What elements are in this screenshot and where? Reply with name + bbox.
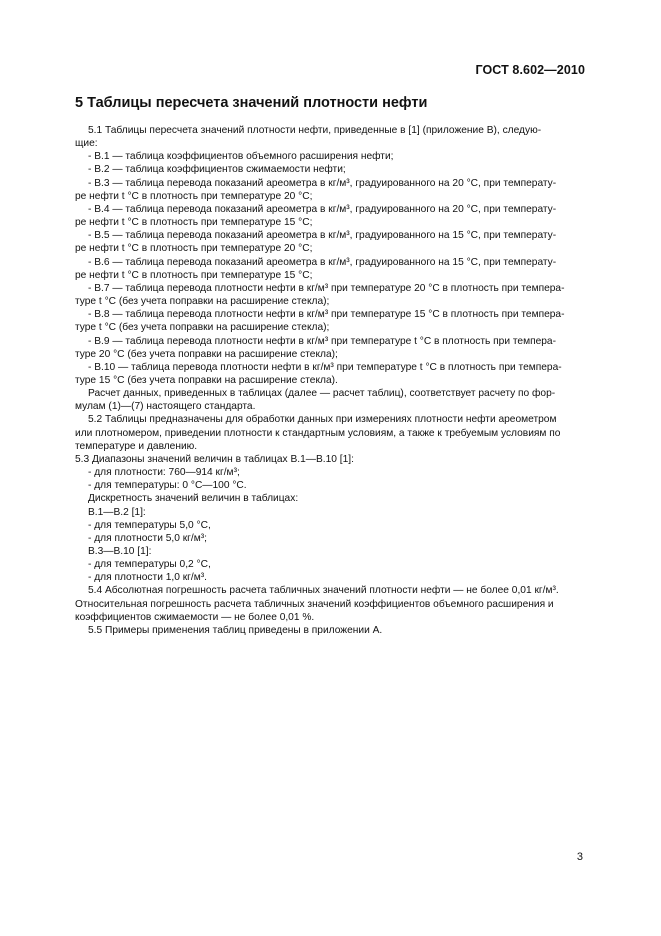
text-line: 5.1 Таблицы пересчета значений плотности нефти, приведенные в [1] (приложение В), следую- (88, 125, 542, 136)
text-line: - для температуры 0,2 °С, (88, 559, 211, 571)
text-line: ре нефти t °С в плотность при температуре 15 °С; (75, 217, 313, 229)
text-line: В.3—В.10 [1]: (88, 546, 152, 557)
text-line: 5.3 Диапазоны значений величин в таблицах В.1—В.10 [1]: (75, 453, 354, 465)
text-line: - для плотности 1,0 кг/м³. (88, 572, 207, 584)
text-line: туре 15 °С (без учета поправки на расширение стекла). (75, 374, 338, 386)
text-line: ре нефти t °С в плотность при температуре 15 °С; (75, 269, 313, 281)
text-line: Расчет данных, приведенных в таблицах (далее — расчет таблиц), соответствует расчету по фор- (88, 388, 556, 400)
text-line: - для плотности: 760—914 кг/м³; (88, 467, 240, 479)
section-title: 5 Таблицы пересчета значений плотности нефти (75, 95, 428, 111)
text-line: - В.6 — таблица перевода показаний ареометра в кг/м³, градуированного на 15 °С, при температу- (88, 256, 557, 268)
text-line: - В.5 — таблица перевода показаний ареометра в кг/м³, градуированного на 15 °С, при температу- (88, 230, 557, 242)
text-line: 5.5 Примеры применения таблиц приведены в приложении А. (88, 624, 383, 636)
text-line: - для температуры: 0 °С—100 °С. (88, 480, 247, 492)
text-line: - В.7 — таблица перевода плотности нефти в кг/м³ при температуре 20 °С в плотность при темпера- (88, 282, 565, 294)
text-line: - В.2 — таблица коэффициентов сжимаемости нефти; (88, 164, 346, 176)
text-line: 5.2 Таблицы предназначены для обработки данных при измерениях плотности нефти ареометром (88, 414, 557, 426)
text-line: туре t °С (без учета поправки на расширение стекла); (75, 322, 330, 334)
text-line: щие: (75, 138, 98, 150)
page-number: 3 (576, 851, 583, 863)
text-line: температуре и давлению. (75, 440, 198, 452)
text-line: Дискретность значений величин в таблицах: (88, 493, 299, 505)
text-line: - В.10 — таблица перевода плотности нефти в кг/м³ при температуре t °С в плотность при темпера- (88, 361, 562, 373)
text-line: ре нефти t °С в плотность при температуре 20 °С; (75, 190, 313, 202)
text-line: В.1—В.2 [1]: (88, 506, 146, 518)
text-line: - В.4 — таблица перевода показаний ареометра в кг/м³, градуированного на 20 °С, при температу- (88, 203, 557, 215)
text-line: мулам (1)—(7) настоящего стандарта. (75, 401, 256, 413)
text-line: коэффициентов сжимаемости — не более 0,01 %. (75, 611, 315, 623)
text-line: - для температуры 5,0 °С, (88, 519, 211, 531)
text-line: Относительная погрешность расчета табличных значений коэффициентов объемного расширения и (75, 598, 554, 610)
text-line: - В.9 — таблица перевода плотности нефти в кг/м³ при температуре t °С в плотность при темпера- (88, 335, 556, 347)
text-line: - В.3 — таблица перевода показаний ареометра в кг/м³, градуированного на 20 °С, при температу- (88, 177, 557, 189)
text-line: туре 20 °С (без учета поправки на расширение стекла); (75, 348, 338, 360)
text-line: 5.4 Абсолютная погрешность расчета табличных значений плотности нефти — не более 0,01 кг/м³. (88, 585, 559, 597)
text-line: - для плотности 5,0 кг/м³; (88, 532, 207, 544)
text-line: туре t °С (без учета поправки на расширение стекла); (75, 296, 330, 308)
text-line: - В.1 — таблица коэффициентов объемного расширения нефти; (88, 151, 394, 163)
document-code: ГОСТ 8.602—2010 (475, 63, 585, 77)
text-line: или плотномером, приведении плотности к стандартным условиям, а также к требуемым условиям по (75, 427, 561, 439)
text-line: ре нефти t °С в плотность при температуре 20 °С; (75, 243, 313, 255)
section-body (75, 124, 583, 637)
text-line: - В.8 — таблица перевода плотности нефти в кг/м³ при температуре 15 °С в плотность при темпера- (88, 309, 565, 321)
